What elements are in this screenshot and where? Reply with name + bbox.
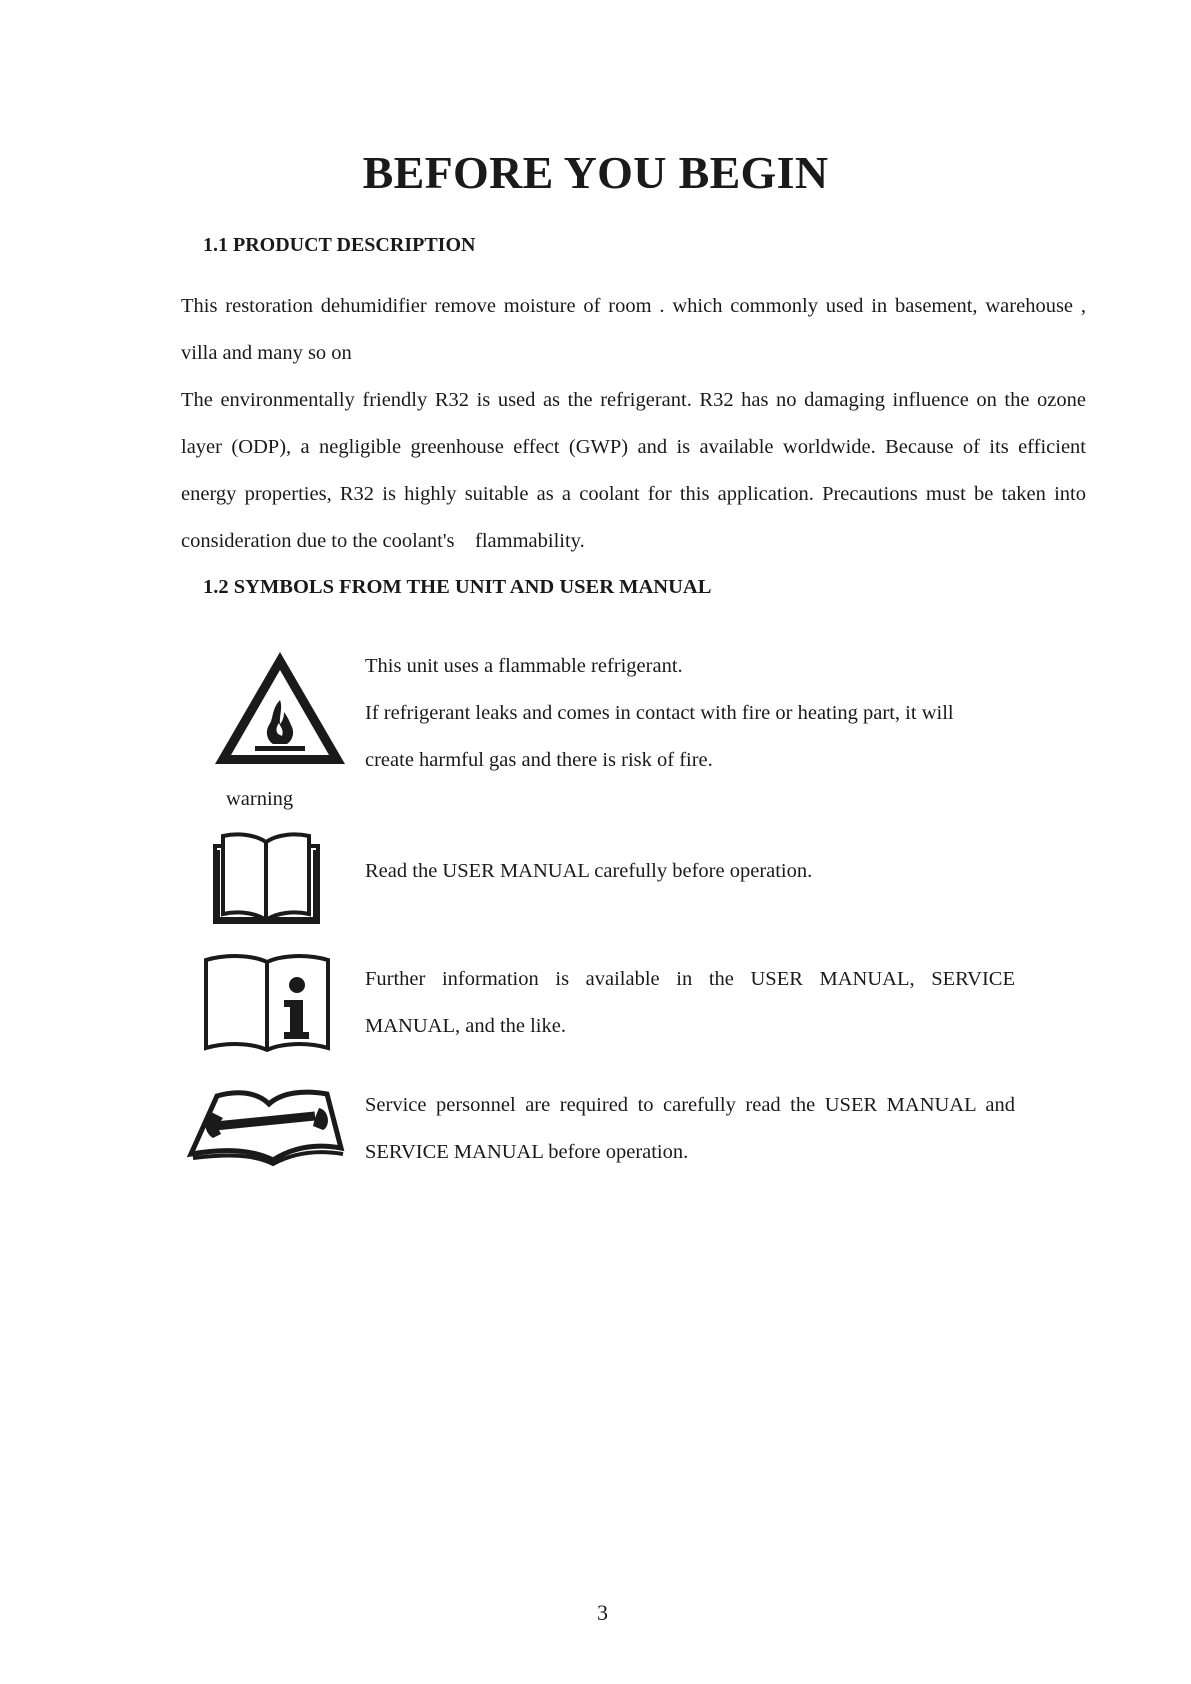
flammable-text-line-3: create harmful gas and there is risk of fire.: [365, 749, 713, 771]
manual-info-icon: [202, 952, 332, 1052]
warning-caption: warning: [226, 788, 294, 810]
page-title: BEFORE YOU BEGIN: [362, 147, 829, 198]
flammable-text-line-1: This unit uses a flammable refrigerant.: [365, 655, 683, 677]
section-heading-symbols: 1.2 SYMBOLS FROM THE UNIT AND USER MANUAL: [203, 576, 712, 598]
symbol-description-further-info: Further information is available in the USER MANUAL, SERVICE MANUAL, and the like.: [365, 968, 1015, 1037]
symbol-description-read-manual: Read the USER MANUAL carefully before operation.: [365, 860, 813, 882]
flammable-warning-icon: [211, 648, 349, 768]
open-book-icon: [209, 828, 324, 924]
service-manual-wrench-icon: [187, 1082, 345, 1167]
symbol-description-flammable: [365, 643, 1015, 784]
flammable-text-line-2: If refrigerant leaks and comes in contact with fire or heating part, it will: [365, 702, 954, 724]
symbol-description-service: Service personnel are required to carefully read the USER MANUAL and SERVICE MANUAL before operation.: [365, 1094, 1015, 1163]
page-number: 3: [597, 1600, 608, 1625]
section-heading-product-description: 1.1 PRODUCT DESCRIPTION: [203, 234, 476, 256]
product-description-paragraph-2: The environmentally friendly R32 is used as the refrigerant. R32 has no damaging influence on the ozone layer (ODP), a negligible greenhouse effect (GWP) and is available worldwide. Because of its efficient energy properties, R32 is highly suitable as a coolant for this application. Precautions must be taken into consideration due to the coolant's flammability.: [181, 389, 1086, 552]
product-description-paragraph-1: This restoration dehumidifier remove moisture of room . which commonly used in basement, warehouse , villa and many so on: [181, 295, 1086, 364]
